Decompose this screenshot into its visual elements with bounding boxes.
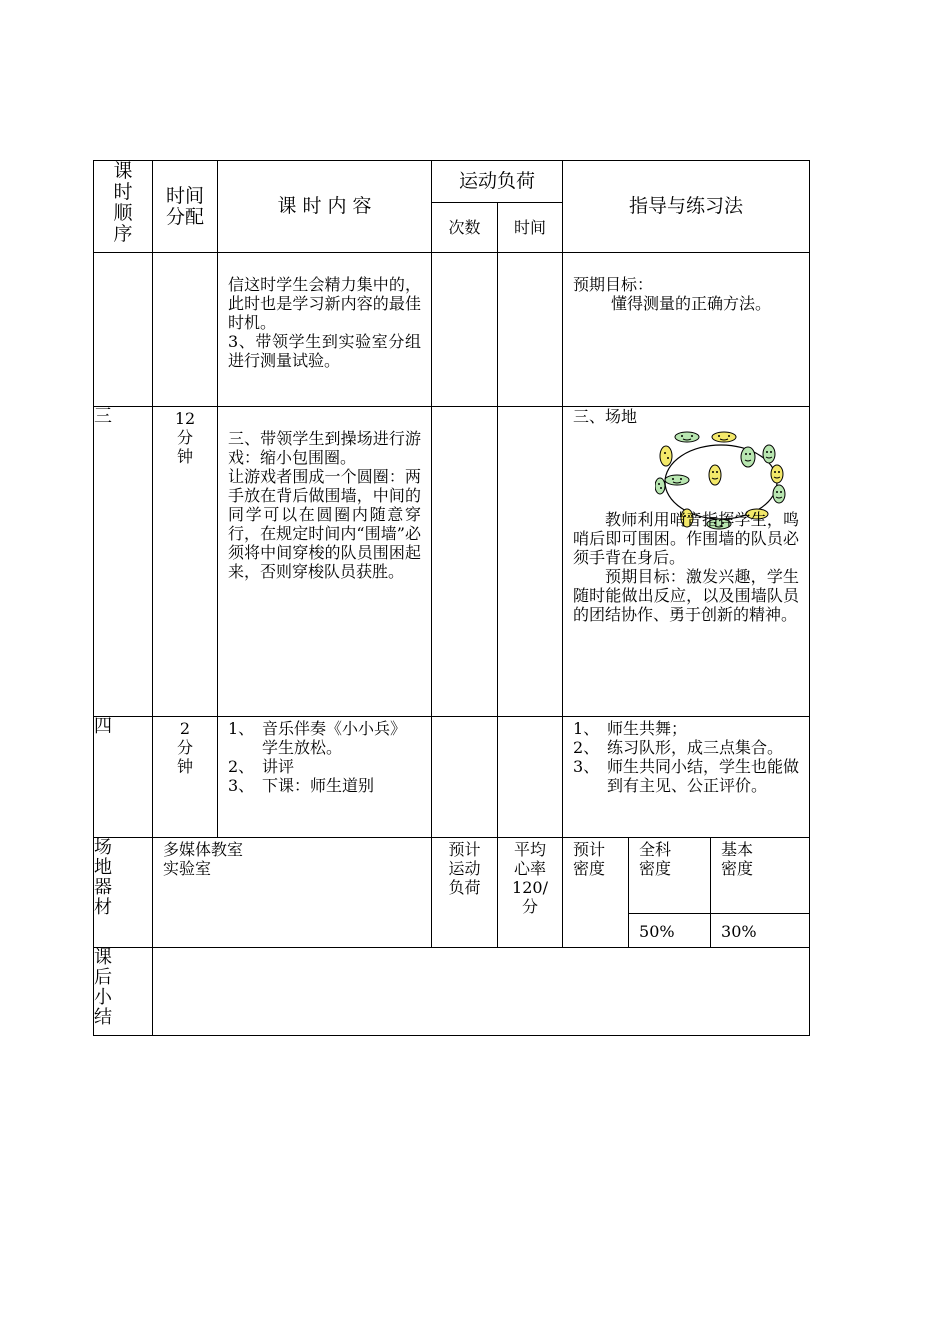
field-diagram	[573, 430, 799, 624]
est-load	[432, 838, 498, 948]
list-item	[573, 738, 799, 757]
row2-content-text: 让游戏者围成一个圆圈：两手放在背后做围墙，中间的同学可以在圆圈内随意穿行，在规定时间内“围墙”必须将中间穿梭的队员围困起来，否则穿梭队员获胜。	[228, 467, 421, 581]
student-face-icon	[712, 432, 736, 442]
est-density-text: 预计 密度	[573, 840, 606, 878]
student-face-icon	[675, 432, 699, 442]
list-item-number: 2、	[228, 757, 255, 776]
lesson-plan-table	[93, 160, 810, 1036]
avg-heart-rate-text: 平均 心率 120/ 分	[512, 840, 548, 916]
student-face-icon	[741, 447, 755, 467]
table-row	[94, 253, 810, 407]
list-item	[228, 719, 421, 757]
full-density	[629, 838, 711, 914]
row1-count	[432, 253, 498, 407]
list-item-number: 2、	[573, 738, 600, 757]
row1-guidance	[563, 253, 810, 407]
row3-order-text: 四	[94, 716, 112, 737]
row2-time-text: 12 分 钟	[174, 409, 196, 466]
table-row	[94, 407, 810, 717]
header-order	[94, 161, 153, 253]
list-item	[573, 719, 799, 738]
list-item-number: 1、	[228, 719, 255, 738]
header-load	[432, 161, 563, 203]
header-duration-text: 时间	[514, 218, 547, 237]
venue-value-text: 多媒体教室 实验室	[163, 840, 244, 878]
row2-content	[218, 407, 432, 717]
header-count-text: 次数	[448, 218, 481, 237]
row1-guide-text: 懂得测量的正确方法。	[611, 294, 772, 313]
header-content	[218, 161, 432, 253]
row2-content-title: 三、带领学生到操场进行游戏：缩小包围圈。	[228, 429, 421, 467]
row3-guidance	[563, 717, 810, 838]
avg-heart-rate	[498, 838, 563, 948]
student-face-icon	[660, 446, 672, 466]
row3-time	[153, 717, 218, 838]
list-item	[228, 776, 421, 795]
basic-density-text: 基本 密度	[721, 840, 754, 878]
list-item-number: 3、	[573, 757, 600, 776]
list-item-text: 下课：师生道别	[262, 776, 375, 795]
header-guidance-text: 指导与练习法	[629, 195, 744, 217]
table-row	[94, 948, 810, 1036]
header-time-alloc	[153, 161, 218, 253]
row3-duration	[498, 717, 563, 838]
basic-density-value-text: 30%	[721, 922, 757, 941]
est-density	[563, 838, 629, 948]
venue-label	[94, 838, 153, 948]
row2-guide-title: 三、场地	[573, 407, 638, 426]
full-density-value	[629, 914, 711, 948]
row1-content	[218, 253, 432, 407]
list-item-text: 讲评	[262, 757, 295, 776]
venue-value	[153, 838, 432, 948]
basic-density	[711, 838, 810, 914]
venue-label-text: 场 地 器 材	[94, 837, 112, 918]
row3-time-text: 2 分 钟	[176, 719, 193, 776]
row2-count	[432, 407, 498, 717]
header-content-text: 课 时 内 容	[277, 195, 372, 217]
list-item-number: 3、	[228, 776, 255, 795]
summary-value	[153, 948, 810, 1036]
row3-count	[432, 717, 498, 838]
student-face-icon	[665, 475, 689, 485]
row2-guide-p1: 教师利用哨音指挥学生，鸣哨后即可围困。作围墙的队员必须手背在身后。	[573, 510, 800, 567]
summary-label-text: 课 后 小 结	[94, 947, 112, 1028]
row2-order	[94, 407, 153, 717]
full-density-text: 全科 密度	[639, 840, 672, 878]
header-load-text: 运动负荷	[459, 170, 536, 192]
student-face-icon	[709, 465, 721, 485]
list-item-text: 师生共同小结，学生也能做到有主见、公正评价。	[607, 757, 800, 795]
table-row	[94, 838, 810, 914]
header-time-alloc-text: 时间 分配	[165, 184, 204, 228]
row2-duration	[498, 407, 563, 717]
row1-content-text: 信这时学生会精力集中的，此时也是学习新内容的最佳时机。	[228, 275, 421, 332]
basic-density-value	[711, 914, 810, 948]
row1-guide-label: 预期目标：	[573, 275, 654, 294]
list-item	[228, 757, 421, 776]
header-duration	[498, 203, 563, 253]
row1-order	[94, 253, 153, 407]
header-order-text: 课 时 顺 序	[113, 160, 133, 245]
list-item-text: 音乐伴奏《小小兵》学生放松。	[262, 719, 407, 757]
row3-order	[94, 717, 153, 838]
header-count	[432, 203, 498, 253]
row2-guide-p2: 预期目标：激发兴趣，学生随时能做出反应，以及围墙队员的团结协作、勇于创新的精神。	[573, 567, 800, 624]
student-face-icon	[771, 465, 783, 483]
student-face-icon	[655, 478, 665, 494]
full-density-value-text: 50%	[639, 922, 675, 941]
row3-content	[218, 717, 432, 838]
row2-order-text: 三	[94, 406, 112, 427]
table-row	[94, 717, 810, 838]
est-load-text: 预计 运动 负荷	[448, 840, 481, 897]
list-item-number: 1、	[573, 719, 600, 738]
list-item-text: 师生共舞；	[607, 719, 688, 738]
row2-guidance	[563, 407, 810, 717]
header-guidance	[563, 161, 810, 253]
list-item	[573, 757, 799, 795]
row1-content-text-2: 3、带领学生到实验室分组进行测量试验。	[228, 332, 421, 370]
student-face-icon	[773, 485, 785, 503]
row1-duration	[498, 253, 563, 407]
row1-time	[153, 253, 218, 407]
student-face-icon	[763, 445, 775, 463]
row2-time	[153, 407, 218, 717]
summary-label	[94, 948, 153, 1036]
list-item-text: 练习队形，成三点集合。	[607, 738, 784, 757]
